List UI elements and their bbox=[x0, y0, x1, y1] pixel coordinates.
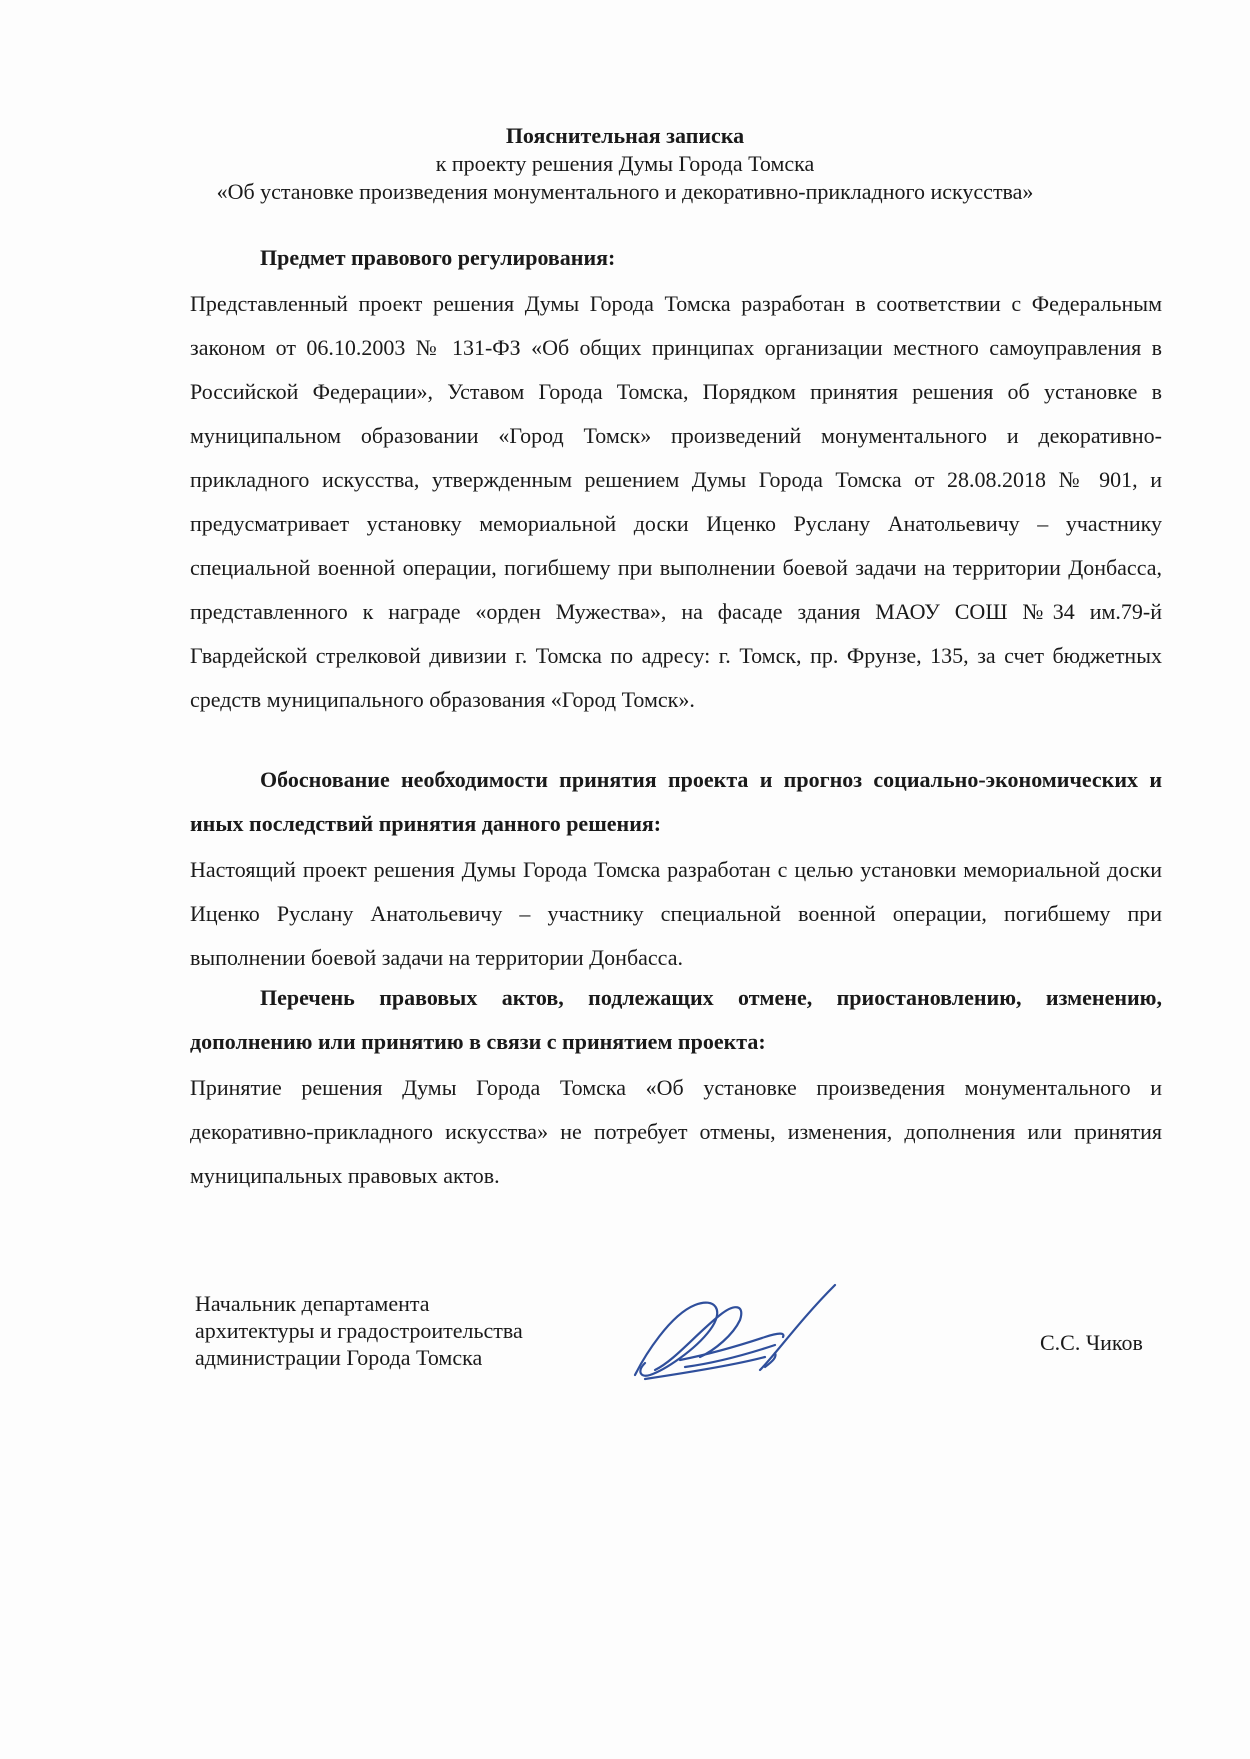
signer-position-line: архитектуры и градостроительства bbox=[195, 1318, 523, 1343]
signer-position bbox=[195, 1290, 523, 1371]
handwritten-signature bbox=[625, 1275, 875, 1390]
signature-strokes bbox=[635, 1285, 835, 1379]
document-subject: «Об установке произведения монументального и декоративно-прикладного искусства» bbox=[216, 179, 1034, 204]
signer-position-line: Начальник департамента bbox=[195, 1291, 430, 1316]
section-heading-legal-acts: Перечень правовых актов, подлежащих отмене, приостановлению, изменению, дополнению или принятию в связи с принятием проекта: bbox=[190, 985, 1162, 1054]
document-subtitle: к проекту решения Думы Города Томска bbox=[435, 151, 815, 176]
document-title: Пояснительная записка bbox=[505, 123, 745, 148]
section-heading-justification: Обоснование необходимости принятия проекта и прогноз социально-экономических и иных последствий принятия данного решения: bbox=[190, 767, 1162, 836]
section-text-justification: Настоящий проект решения Думы Города Томска разработан с целью установки мемориальной доски Иценко Руслану Анатольевичу – участнику специальной военной операции, погибшему при выполнении боевой задачи на территории Донбасса. bbox=[190, 857, 1162, 970]
section-text-legal-acts: Принятие решения Думы Города Томска «Об установке произведения монументального и декоративно-прикладного искусства» не потребует отмены, изменения, дополнения или принятия муниципальных правовых актов. bbox=[190, 1075, 1162, 1188]
document-header bbox=[0, 122, 1250, 206]
section-heading-regulation: Предмет правового регулирования: bbox=[260, 245, 616, 270]
signer-position-line: администрации Города Томска bbox=[195, 1345, 483, 1370]
signer-name: С.С. Чиков bbox=[1040, 1330, 1143, 1355]
section-text-regulation: Представленный проект решения Думы Города Томска разработан в соответствии с Федеральным законом от 06.10.2003 № 131-ФЗ «Об общих принципах организации местного самоуправления в Российской Федерации», Уставом Города Томска, Порядком принятия решения об установке в муниципальном образовании «Город Томск» произведений монументального и декоративно-прикладного искусства, утвержденным решением Думы Города Томска от 28.08.2018 № 901, и предусматривает установку мемориальной доски Иценко Руслану Анатольевичу – участнику специальной военной операции, погибшему при выполнении боевой задачи на территории Донбасса, представленного к награде «орден Мужества», на фасаде здания МАОУ СОШ №34 им.79-й Гвардейской стрелковой дивизии г. Томска по адресу: г. Томск, пр. Фрунзе, 135, за счет бюджетных средств муниципального образования «Город Томск». bbox=[190, 291, 1162, 712]
